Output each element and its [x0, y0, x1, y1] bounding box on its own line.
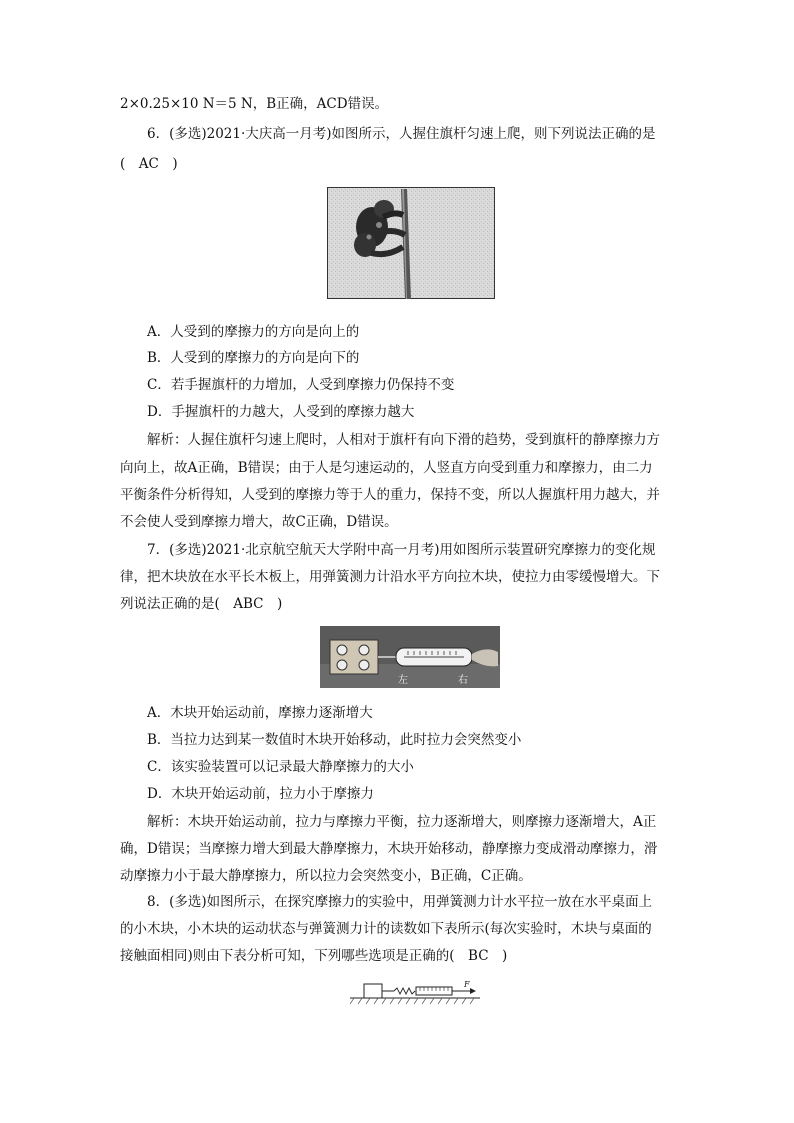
text-line-prev-answer: 2×0.25×10 N＝5 N，B正确，ACD错误。: [120, 96, 389, 112]
question-7-stem-3: 列说法正确的是( ABC ): [120, 596, 283, 612]
question-7-option-d: D．木块开始运动前，拉力小于摩擦力: [147, 786, 374, 802]
question-6-answer: ( AC ): [120, 156, 178, 172]
question-7-analysis-3: 动摩擦力小于最大静摩擦力，所以拉力会突然变小，B正确，C正确。: [120, 868, 532, 884]
figure-label-right: 右: [458, 675, 468, 686]
question-7-option-a: A．木块开始运动前，摩擦力逐渐增大: [147, 705, 373, 721]
question-6-stem: 6．(多选)2021·大庆高一月考)如图所示，人握住旗杆匀速上爬，则下列说法正确的是: [147, 126, 656, 142]
figure-friction-apparatus: [320, 626, 500, 688]
question-7-stem-2: 律，把木块放在水平长木板上，用弹簧测力计沿水平方向拉木块，使拉力由零缓慢增大。下: [120, 569, 660, 585]
question-6-analysis-1: 解析：人握住旗杆匀速上爬时，人相对于旗杆有向下滑的趋势，受到旗杆的静摩擦力方: [147, 432, 660, 448]
question-7-analysis-1: 解析：木块开始运动前，拉力与摩擦力平衡，拉力逐渐增大，则摩擦力逐渐增大，A正: [147, 814, 657, 830]
force-label: F: [464, 980, 470, 989]
question-7-analysis-2: 确，D错误；当摩擦力增大到最大静摩擦力，木块开始移动，静摩擦力变成滑动摩擦力，滑: [120, 841, 658, 857]
question-8-stem-3: 接触面相同)则由下表分析可知，下列哪些选项是正确的( BC ): [120, 948, 508, 964]
question-7-option-c: C．该实验装置可以记录最大静摩擦力的大小: [147, 759, 414, 775]
question-6-option-a: A．人受到的摩擦力的方向是向上的: [147, 324, 360, 340]
question-6-option-d: D．手握旗杆的力越大，人受到的摩擦力越大: [147, 404, 415, 420]
question-6-analysis-3: 平衡条件分析得知，人受到的摩擦力等于人的重力，保持不变，所以人握旗杆用力越大，并: [120, 487, 660, 503]
question-7-stem-1: 7．(多选)2021·北京航空航天大学附中高一月考)用如图所示装置研究摩擦力的变化规: [147, 542, 656, 558]
question-6-option-c: C．若手握旗杆的力增加，人受到摩擦力仍保持不变: [147, 377, 455, 393]
question-6-analysis-2: 向向上，故A正确，B错误；由于人是匀速运动的，人竖直方向受到重力和摩擦力，由二力: [120, 460, 653, 476]
figure-block-spring-scale: [350, 978, 480, 1008]
question-6-analysis-4: 不会使人受到摩擦力增大，故C正确，D错误。: [120, 514, 398, 530]
question-8-stem-2: 的小木块，小木块的运动状态与弹簧测力计的读数如下表所示(每次实验时，木块与桌面的: [120, 921, 652, 937]
figure-label-left: 左: [398, 675, 408, 686]
figure-flagpole-climber: [327, 187, 495, 299]
question-8-stem-1: 8．(多选)如图所示，在探究摩擦力的实验中，用弹簧测力计水平拉一放在水平桌面上: [147, 894, 653, 910]
question-7-option-b: B．当拉力达到某一数值时木块开始移动，此时拉力会突然变小: [147, 732, 522, 748]
question-6-option-b: B．人受到的摩擦力的方向是向下的: [147, 350, 360, 366]
